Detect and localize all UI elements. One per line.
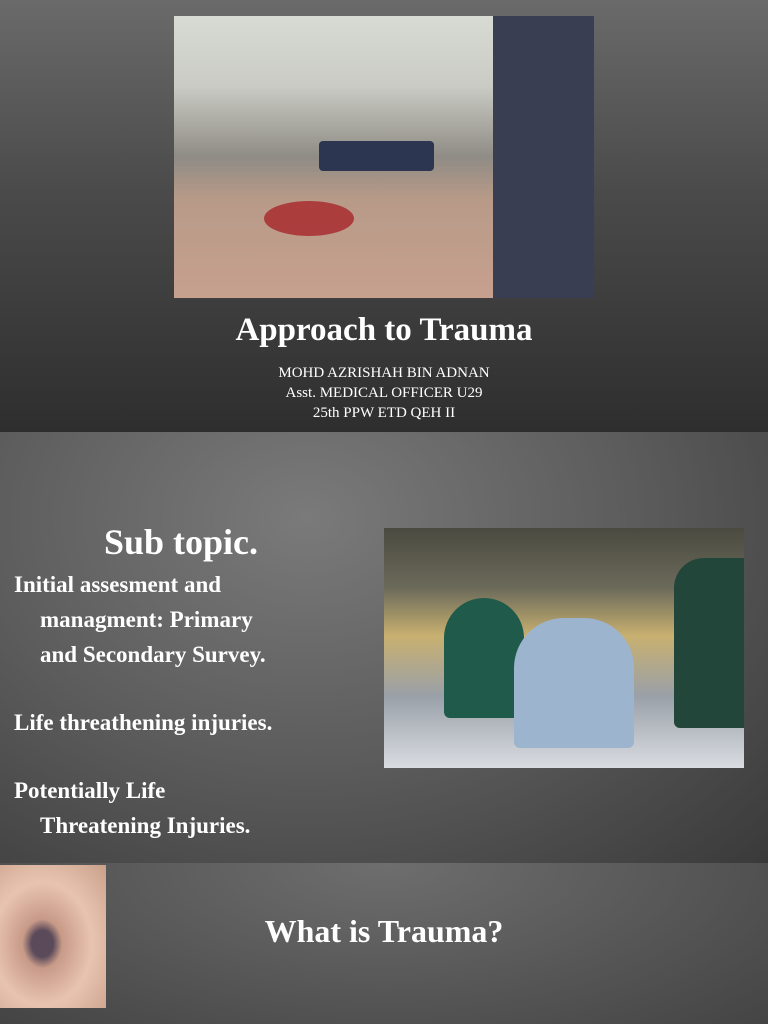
slide-title [0,0,768,432]
slide-what-is-trauma [0,863,768,1024]
subtopic-item-cont: and Secondary Survey. [40,642,266,667]
subtopic-item-cont: managment: Primary [40,607,253,632]
paramedics-car-photo [384,528,744,768]
subtopic-item-cont: Threatening Injuries. [40,813,251,838]
author-position: Asst. MEDICAL OFFICER U29 [285,385,483,401]
slide-subtopics [0,432,768,863]
stretcher [319,141,434,171]
emergency-room-photo [174,16,594,298]
author-affiliation: 25th PPW ETD QEH II [312,405,456,421]
blood-stain [264,201,354,236]
subtopic-heading: Sub topic. [103,522,259,562]
presentation-title: Approach to Trauma [235,312,533,348]
paramedic-figure [674,558,744,728]
subtopic-item: Potentially Life [14,778,166,803]
patient-figure [514,618,634,748]
author-name: MOHD AZRISHAH BIN ADNAN [278,365,490,381]
subtopic-item: Initial assesment and [14,572,222,597]
slide-heading: What is Trauma? [264,913,504,949]
subtopic-list [14,567,272,843]
paramedic-figure [444,598,524,718]
subtopic-item: Life threathening injuries. [14,710,273,735]
